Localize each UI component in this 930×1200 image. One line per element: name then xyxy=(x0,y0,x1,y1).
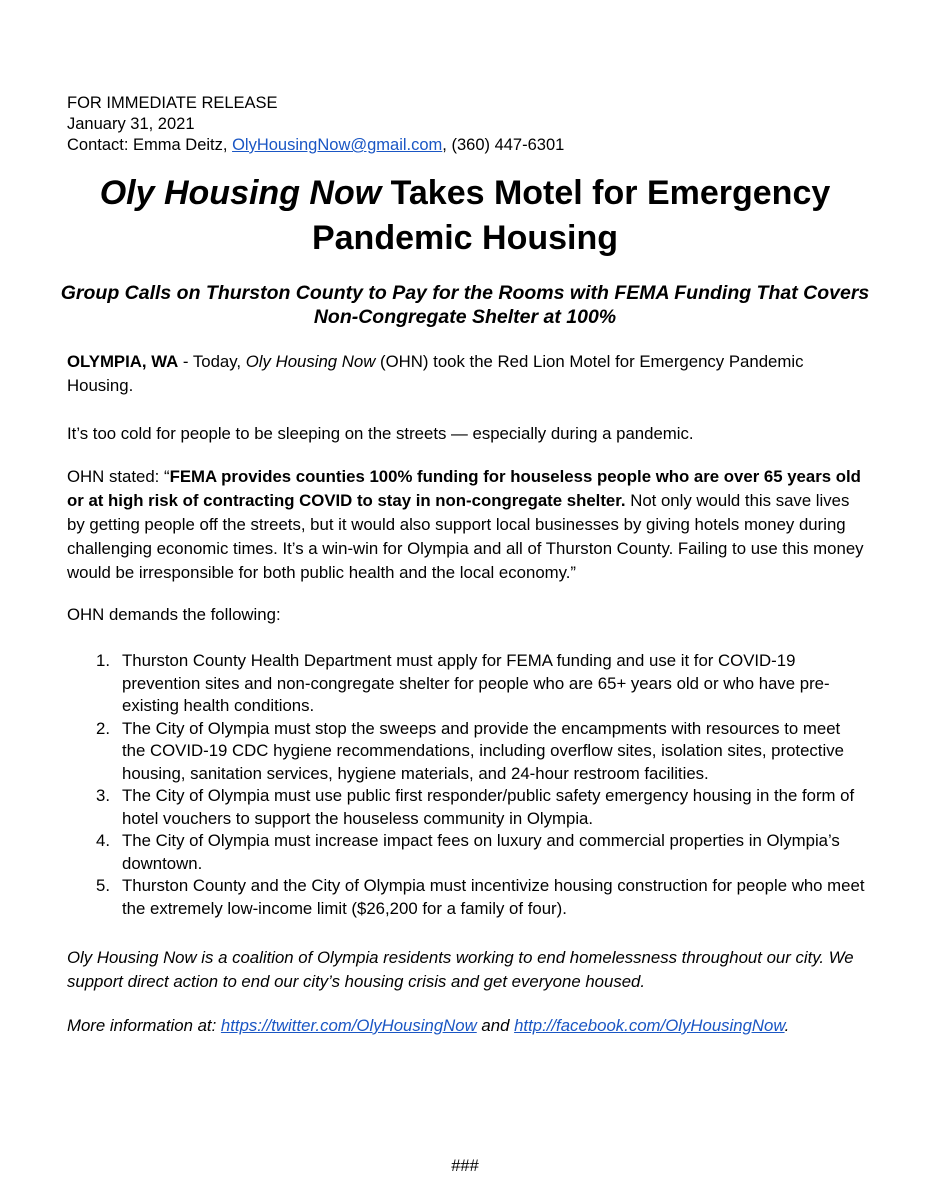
contact-email-link[interactable]: OlyHousingNow@gmail.com xyxy=(232,136,443,154)
list-item-number: 5. xyxy=(96,876,110,895)
quote-paragraph xyxy=(67,465,867,585)
list-item-text: The City of Olympia must increase impact fees on luxury and commercial properties in Olympia’s downtown. xyxy=(122,831,840,873)
list-item-number: 2. xyxy=(96,718,110,738)
list-item-number: 3. xyxy=(96,786,110,805)
intro-org-name: Oly Housing Now xyxy=(245,352,376,371)
intro-paragraph xyxy=(67,350,867,398)
list-item-text: The City of Olympia must stop the sweeps and provide the encampments with resources to meet the COVID-19 CDC hygiene recommendations, including overflow sites, isolation sites, protective housing, sanitation services, hygiene materials, and 24-hour restroom facilities. xyxy=(122,718,844,783)
list-item-text: Thurston County Health Department must apply for FEMA funding and use it for COVID-19 prevention sites and non-congregate shelter for people who are 65+ years old or who have pre-existing health conditions. xyxy=(122,651,830,715)
list-item-text: The City of Olympia must use public first responder/public safety emergency housing in the form of hotel vouchers to support the houseless community in Olympia. xyxy=(122,786,855,828)
list-item xyxy=(67,718,867,786)
list-item-number: 4. xyxy=(96,831,110,850)
page-title xyxy=(40,171,890,261)
quote-bold: FEMA provides counties 100% funding for houseless people who are over 65 years old or at high risk of contracting COVID to stay in non-congregate shelter. xyxy=(67,467,861,510)
end-mark: ### xyxy=(451,1157,479,1175)
list-item xyxy=(67,830,867,875)
closing-paragraph: Oly Housing Now is a coalition of Olympia residents working to end homelessness throughout our city. We support direct action to end our city’s housing crisis and get everyone housed. xyxy=(67,948,854,991)
more-info-suffix: . xyxy=(784,1016,790,1035)
facebook-link[interactable]: http://facebook.com/OlyHousingNow xyxy=(514,1016,785,1035)
list-item-text: Thurston County and the City of Olympia must incentivize housing construction for people who meet the extremely low-income limit ($26,200 for a family of four). xyxy=(122,876,865,918)
title-org-name: Oly Housing Now xyxy=(99,174,382,212)
cold-paragraph: It’s too cold for people to be sleeping on the streets — especially during a pandemic. xyxy=(67,424,694,443)
list-item xyxy=(67,650,867,718)
list-item xyxy=(67,875,867,920)
more-info-line xyxy=(67,1014,887,1038)
release-date: January 31, 2021 xyxy=(67,115,195,133)
list-item-number: 1. xyxy=(96,651,110,670)
release-header xyxy=(67,93,564,156)
intro-text-1: - Today, xyxy=(178,352,246,371)
demands-intro: OHN demands the following: xyxy=(67,605,281,624)
quote-prefix: OHN stated: “ xyxy=(67,467,170,486)
contact-line xyxy=(67,135,564,156)
release-label: FOR IMMEDIATE RELEASE xyxy=(67,94,278,112)
quote-rest: Not only would this save lives by getting people off the streets, but it would also support local businesses by giving hotels money during challenging economic times. It’s a win-win for Olympia and all of Thurston County. Failing to use this money would be irresponsible for both public health and the local economy.” xyxy=(67,491,864,582)
dateline: OLYMPIA, WA xyxy=(67,352,179,371)
more-info-middle: and xyxy=(476,1016,515,1035)
contact-prefix: Contact: Emma Deitz, xyxy=(67,136,233,154)
contact-phone: , (360) 447-6301 xyxy=(442,136,565,154)
title-rest: Takes Motel for Emergency Pandemic Housing xyxy=(311,174,831,257)
list-item xyxy=(67,785,867,830)
more-info-prefix: More information at: xyxy=(67,1016,221,1035)
intro-text-2: (OHN) took the Red Lion Motel for Emergency Pandemic Housing. xyxy=(67,352,804,395)
subtitle: Group Calls on Thurston County to Pay for the Rooms with FEMA Funding That Covers Non-Congregate Shelter at 100% xyxy=(60,282,870,328)
twitter-link[interactable]: https://twitter.com/OlyHousingNow xyxy=(220,1016,477,1035)
demands-list xyxy=(67,650,867,920)
